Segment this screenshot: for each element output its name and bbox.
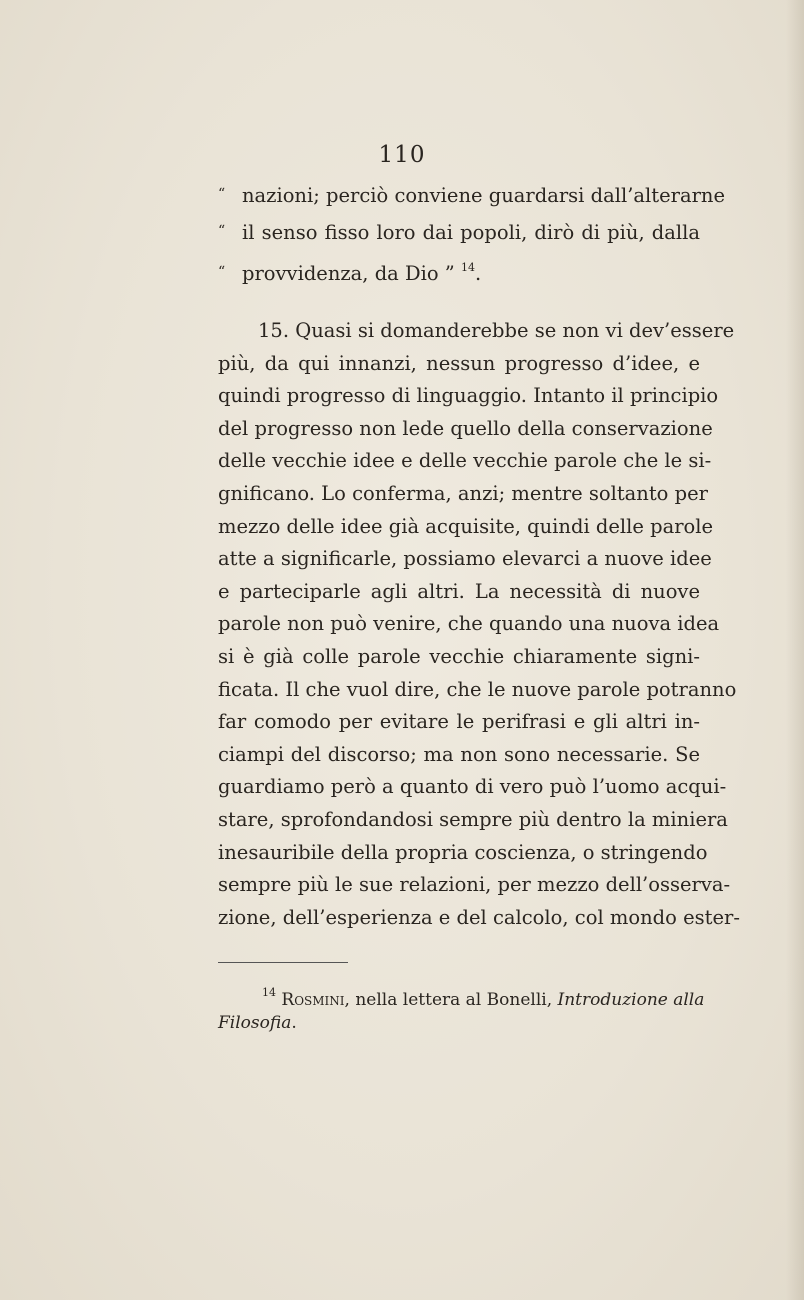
- quote-line-body: provvidenza, da Dio ”: [242, 262, 461, 285]
- footnote-divider: [218, 962, 348, 963]
- paragraph-line: delle vecchie idee e delle vecchie parole che le si-: [218, 449, 712, 472]
- paragraph-line: mezzo delle idee già acquisite, quindi delle parole: [218, 515, 714, 538]
- paragraph-line: inesauribile della propria coscienza, o stringendo: [218, 841, 708, 864]
- paragraph-line: più, da qui innanzi, nessun progresso d’idee, e: [218, 352, 700, 375]
- quote-line-text: [242, 255, 700, 287]
- footnote-author: Rosmini: [281, 990, 345, 1010]
- footnote-line: [262, 981, 705, 1012]
- paragraph-line: 15. Quasi si domanderebbe se non vi dev’essere: [258, 319, 735, 342]
- page-number: 110: [378, 142, 426, 168]
- paragraph-line: quindi progresso di linguaggio. Intanto il principio: [218, 384, 719, 407]
- quote-mark: “: [218, 186, 226, 202]
- footnote-title: Introduzione alla: [557, 990, 705, 1010]
- paragraph-line: stare, sprofondandosi sempre più dentro la miniera: [218, 808, 728, 831]
- quote-mark: “: [218, 223, 226, 239]
- paragraph-line: atte a significarle, possiamo elevarci a nuove idee: [218, 547, 712, 570]
- quote-line-text: il senso fisso loro dai popoli, dirò di più, dalla: [242, 221, 700, 244]
- paragraph-line: si è già colle parole vecchie chiaramente signi-: [218, 645, 700, 668]
- quote-line: [218, 181, 725, 209]
- quote-line: [218, 218, 700, 246]
- quote-mark: “: [218, 264, 226, 280]
- paragraph-line: gnificano. Lo conferma, anzi; mentre soltanto per: [218, 482, 708, 505]
- page-edge-shadow: [786, 0, 804, 1300]
- quote-end: .: [474, 262, 482, 285]
- footnote-title-continued: Filosofia: [218, 1013, 292, 1033]
- paragraph-line: zione, dell’esperienza e del calcolo, col mondo ester-: [218, 906, 740, 929]
- footnote-line: [218, 1011, 700, 1035]
- quote-line: [218, 255, 700, 287]
- quote-line-text: nazioni; perciò conviene guardarsi dall’alterarne: [242, 184, 725, 207]
- paragraph-line: sempre più le sue relazioni, per mezzo dell’osserva-: [218, 873, 731, 896]
- paragraph-line: guardiamo però a quanto di vero può l’uomo acqui-: [218, 775, 727, 798]
- paragraph-line: parole non può venire, che quando una nuova idea: [218, 612, 720, 635]
- paragraph-line: del progresso non lede quello della conservazione: [218, 417, 713, 440]
- paragraph-line: ficata. Il che vuol dire, che le nuove parole potranno: [218, 678, 737, 701]
- footnote-number: 14: [262, 986, 276, 999]
- footnote-text: , nella lettera al Bonelli,: [344, 990, 558, 1010]
- paragraph-line: ciampi del discorso; ma non sono necessarie. Se: [218, 743, 700, 766]
- footnote-end: .: [291, 1013, 297, 1033]
- footnote-reference: 14: [460, 261, 475, 274]
- paragraph-line: e parteciparle agli altri. La necessità di nuove: [218, 580, 700, 603]
- paragraph-line: far comodo per evitare le perifrasi e gli altri in-: [218, 710, 700, 733]
